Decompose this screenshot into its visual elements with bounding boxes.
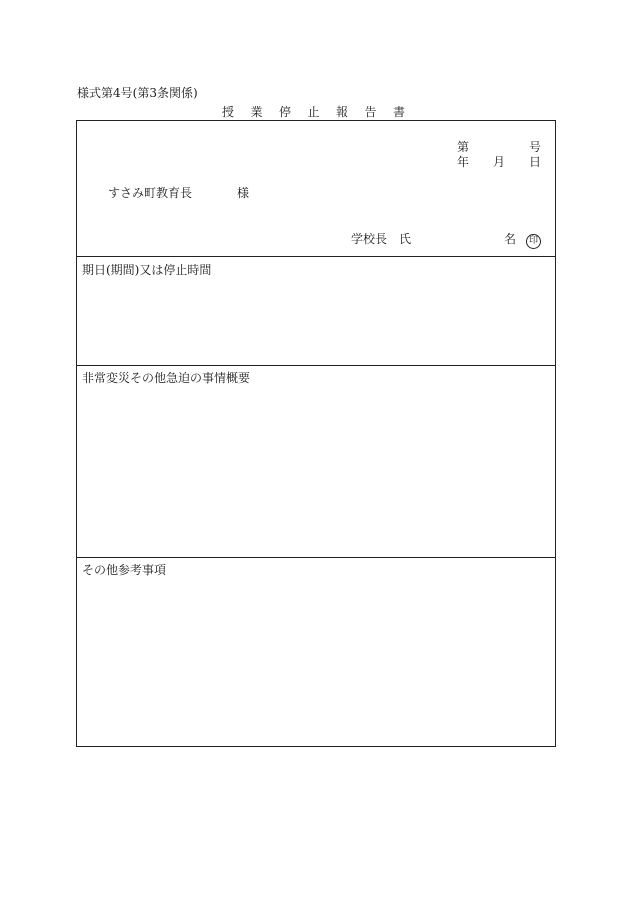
recipient-honorific: 様 bbox=[237, 186, 250, 200]
section-label-remarks: その他参考事項 bbox=[82, 563, 167, 577]
date-day: 日 bbox=[529, 155, 542, 169]
seal-mark-icon bbox=[526, 228, 541, 249]
section-label-period: 期日(期間)又は停止時間 bbox=[82, 263, 212, 277]
date-month: 月 bbox=[493, 155, 506, 169]
sender-name-label: 名 bbox=[504, 232, 517, 246]
report-form-frame bbox=[76, 120, 556, 747]
number-suffix: 号 bbox=[529, 140, 542, 154]
seal-mark: 印 bbox=[526, 234, 541, 249]
date-year: 年 bbox=[457, 155, 470, 169]
section-label-circumstances: 非常変災その他急迫の事情概要 bbox=[82, 371, 251, 385]
number-prefix: 第 bbox=[457, 140, 470, 154]
document-title: 授業停止報告書 bbox=[222, 105, 422, 119]
divider-1 bbox=[77, 256, 555, 257]
divider-3 bbox=[77, 557, 555, 558]
divider-2 bbox=[77, 365, 555, 366]
recipient-label: すさみ町教育長 bbox=[108, 186, 193, 200]
form-number: 様式第4号(第3条関係) bbox=[77, 86, 198, 100]
sender-title: 学校長 氏 bbox=[351, 232, 412, 246]
